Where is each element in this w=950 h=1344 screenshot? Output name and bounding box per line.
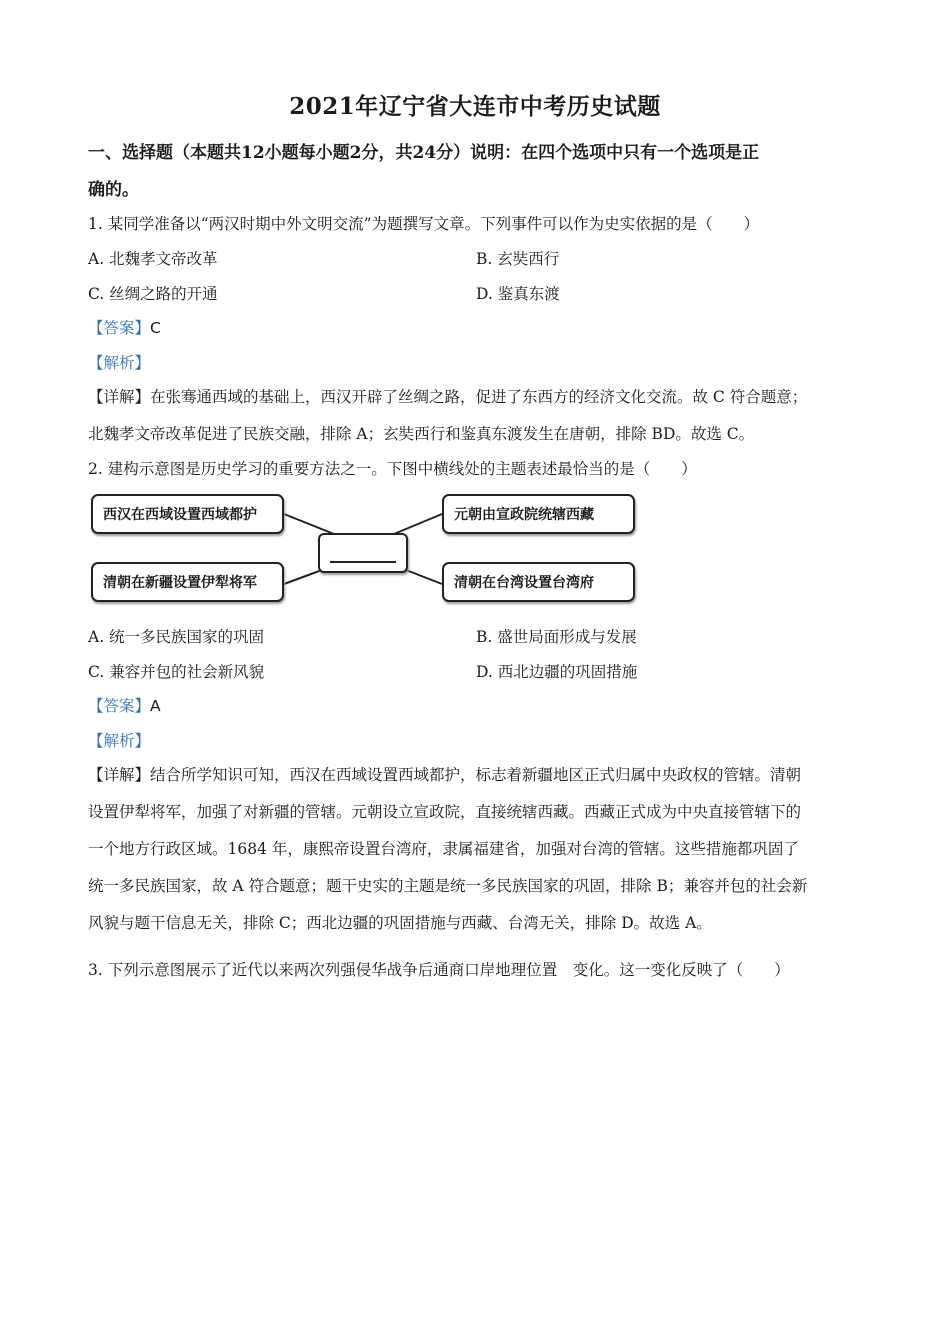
answer-value: A <box>150 697 161 715</box>
question-2-detail-line: 风貌与题干信息无关，排除 C；西北边疆的巩固措施与西藏、台湾无关，排除 D。故选 A。 <box>88 914 712 932</box>
question-1-answer <box>88 317 868 339</box>
question-2-option-a: A. 统一多民族国家的巩固 <box>88 628 265 646</box>
diagram-box-bottom-left: 清朝在新疆设置伊犁将军 <box>91 562 284 602</box>
question-1-option-a: A. 北魏孝文帝改革 <box>88 250 218 268</box>
question-2-answer <box>88 695 868 717</box>
question-2-stem: 2. 建构示意图是历史学习的重要方法之一。下图中横线处的主题表述最恰当的是（ ） <box>88 460 697 478</box>
diagram-box-top-left: 西汉在西域设置西域都护 <box>91 494 284 534</box>
question-1-option-c: C. 丝绸之路的开通 <box>88 285 218 303</box>
question-2-detail-line: 统一多民族国家，故 A 符合题意；题干史实的主题是统一多民族国家的巩固，排除 B；兼容并包的社会新 <box>88 877 808 895</box>
question-2-option-b: B. 盛世局面形成与发展 <box>476 628 637 646</box>
concept-diagram <box>88 488 648 612</box>
question-1-detail-line: 【详解】在张骞通西域的基础上，西汉开辟了丝绸之路，促进了东西方的经济文化交流。故 C 符合题意； <box>88 388 808 406</box>
answer-label: 【答案】 <box>88 319 151 337</box>
question-2-option-d: D. 西北边疆的巩固措施 <box>476 663 638 681</box>
question-3-stem: 3. 下列示意图展示了近代以来两次列强侵华战争后通商口岸地理位置 变化。这一变化反映了（ ） <box>88 961 790 979</box>
diagram-center-blank-box <box>318 533 408 573</box>
question-2-analysis-label: 【解析】 <box>88 732 151 750</box>
section-heading: 一、选择题（本题共12小题每小题2分，共24分）说明：在四个选项中只有一个选项是正 <box>88 143 760 163</box>
question-1-analysis-label: 【解析】 <box>88 354 151 372</box>
answer-blank-line <box>330 561 396 563</box>
question-1-stem: 1. 某同学准备以“两汉时期中外文明交流”为题撰写文章。下列事件可以作为史实依据的是（ ） <box>88 215 760 233</box>
answer-value: C <box>150 319 161 337</box>
question-1-detail-line: 北魏孝文帝改革促进了民族交融，排除 A；玄奘西行和鉴真东渡发生在唐朝，排除 BD。故选 C。 <box>88 425 755 443</box>
question-1-option-b: B. 玄奘西行 <box>476 250 560 268</box>
question-2-detail-line: 设置伊犁将军，加强了对新疆的管辖。元朝设立宣政院，直接统辖西藏。西藏正式成为中央直接管辖下的 <box>88 803 802 821</box>
question-2-option-c: C. 兼容并包的社会新风貌 <box>88 663 265 681</box>
question-1-option-d: D. 鉴真东渡 <box>476 285 560 303</box>
section-heading-cont: 确的。 <box>88 180 139 200</box>
diagram-box-top-right: 元朝由宣政院统辖西藏 <box>442 494 635 534</box>
question-2-detail-line: 【详解】结合所学知识可知，西汉在西域设置西域都护，标志着新疆地区正式归属中央政权的管辖。清朝 <box>88 766 802 784</box>
diagram-box-bottom-right: 清朝在台湾设置台湾府 <box>442 562 635 602</box>
page-title: 2021年辽宁省大连市中考历史试题 <box>289 93 661 120</box>
question-2-detail-line: 一个地方行政区域。1684 年，康熙帝设置台湾府，隶属福建省，加强对台湾的管辖。这些措施都巩固了 <box>88 840 799 858</box>
answer-label: 【答案】 <box>88 697 151 715</box>
